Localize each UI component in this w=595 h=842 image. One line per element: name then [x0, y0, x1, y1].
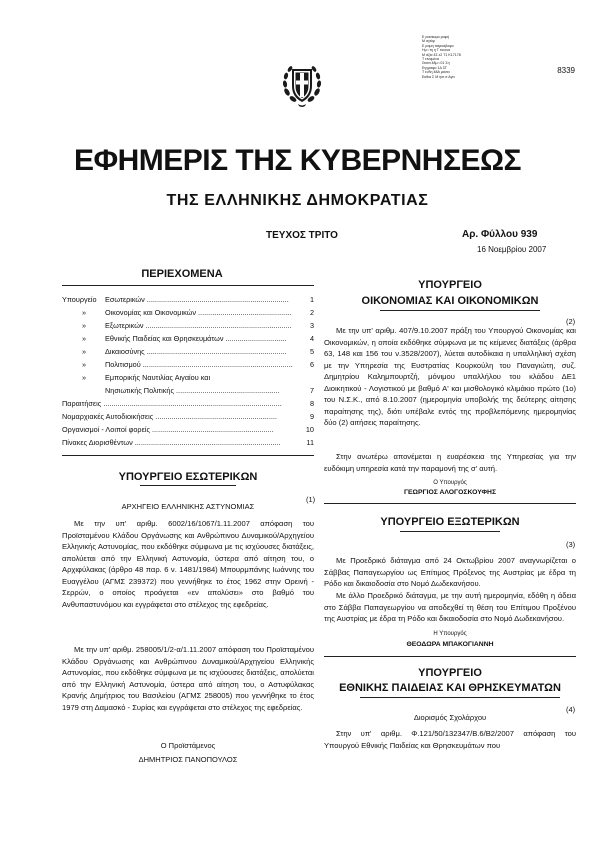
- toc-title: Δικαιοσύνης .....................................................................: [105, 347, 287, 356]
- toc-prefix: »: [82, 347, 87, 356]
- heading-underline: [380, 310, 540, 311]
- stamp-line: Μ άζια 4Σ ε2 Τ1 Κ17178: [422, 52, 461, 57]
- section-heading-education: ΥΠΟΥΡΓΕΙΟ: [418, 667, 482, 679]
- toc-title: Εθνικής Παιδείας και Θρησκευμάτων ..............................: [105, 334, 287, 343]
- section-paragraph: Με την υπ' αριθμ. 258005/1/2-α/1.11.2007 απόφαση του Προϊσταμένου Κλάδου Οργάνωσης και Ανθρώπινου Δυναμικού/Αρχηγείου Ελληνικής Αστυνομίας, που εκδόθηκε σύμφωνα με τις ισχύουσες διατάξεις, απολύεται από την Ελληνική Αστυνομία, ύστερα από αίτηση του, ο Αστυφύλακας Κρανής Δημήτριος του Βασιλείου (ΑΓΜΣ 258005) που γεννήθηκε το έτος 1979 στη Δαμασκό - Συρίας και εγγράφεται στο στέλεχος της εφεδρείας.: [62, 645, 314, 712]
- toc-page: 2: [309, 308, 314, 317]
- toc-prefix: Υπουργείο: [62, 295, 97, 304]
- toc-prefix: »: [82, 321, 87, 330]
- signer-title: Η Υπουργός: [433, 631, 467, 637]
- stamp-line: Στασι 48μ ι 01 Ση: [422, 61, 450, 66]
- signer-name: ΘΕΟΔΩΡΑ ΜΠΑΚΟΓΙΑΝΝΗ: [406, 641, 494, 648]
- toc-title: Παραιτήσεις ........................................................................................: [62, 399, 282, 408]
- toc-row[interactable]: [62, 358, 314, 371]
- gazette-subtitle: ΤΗΣ ΕΛΛΗΝΙΚΗΣ ΔΗΜΟΚΡΑΤΙΑΣ: [166, 192, 429, 209]
- section-number: (2): [566, 317, 576, 326]
- contents-heading: ΠΕΡΙΕΧΟΜΕΝΑ: [141, 268, 223, 280]
- section-rule: [324, 503, 576, 504]
- page-number: 8339: [557, 66, 575, 75]
- toc-row[interactable]: [62, 423, 314, 436]
- toc-page: 9: [309, 412, 314, 421]
- section-heading-education-2: ΕΘΝΙΚΗΣ ΠΑΙΔΕΙΑΣ ΚΑΙ ΘΡΗΣΚΕΥΜΑΤΩΝ: [339, 682, 561, 694]
- toc-page: 8: [309, 399, 314, 408]
- stamp-line: Ημ ι τη η Τ τοιουα: [422, 48, 451, 53]
- toc-page: 11: [306, 438, 314, 447]
- toc-row[interactable]: [62, 410, 314, 423]
- toc-title: Οικονομίας και Οικονομικών ..............................................: [105, 308, 292, 317]
- stamp-line: Εκθια Σ Μ ησι σ Αγιν: [422, 74, 455, 79]
- toc-row[interactable]: [62, 306, 314, 319]
- toc-prefix: »: [82, 334, 87, 343]
- publisher-stamp: [422, 35, 508, 79]
- section-subheading: ΑΡΧΗΓΕΙΟ ΕΛΛΗΝΙΚΗΣ ΑΣΤΥΝΟΜΙΑΣ: [121, 502, 255, 511]
- toc-title: Πολιτισμού ..........................................................................: [105, 360, 293, 369]
- toc-row[interactable]: [62, 332, 314, 345]
- gazette-title: ΕΦΗΜΕΡΙΣ ΤΗΣ ΚΥΒΕΡΝΗΣΕΩΣ: [73, 144, 522, 177]
- toc-row[interactable]: [62, 345, 314, 358]
- toc-page: 6: [309, 360, 314, 369]
- signer-name: ΔΗΜΗΤΡΙΟΣ ΠΑΝΟΠΟΥΛΟΣ: [138, 755, 238, 764]
- toc-title: Πίνακες Διορισθέντων ........................................................................: [62, 438, 281, 447]
- toc-page: 7: [309, 386, 314, 395]
- toc-row[interactable]: [62, 436, 314, 449]
- toc-title: Εξωτερικών ........................................................................: [105, 321, 292, 330]
- heading-underline: [360, 697, 560, 698]
- stamp-line: Μ αγιάμ: [422, 39, 435, 44]
- toc-title: Εσωτερικών ......................................................................: [105, 295, 289, 304]
- toc-row[interactable]: [62, 371, 314, 384]
- signer-title: Ο Υπουργός: [433, 480, 467, 486]
- toc-page: 4: [309, 334, 314, 343]
- toc-row[interactable]: [62, 319, 314, 332]
- section-paragraph: Με Προεδρικό διάταγμα από 24 Οκτωβρίου 2007 αναγνωρίζεται ο Σάββας Παπαγεωργίου ως Επίτιμος Πρόξενος της Αυστρίας με έδρα τη Ρόδο και δικαιοδοσία στο Νομό Δωδεκανήσου.: [324, 556, 576, 588]
- toc-row[interactable]: [62, 293, 314, 306]
- section-paragraph: Με την υπ' αριθμ. 407/9.10.2007 πράξη του Υπουργού Οικονομίας και Οικονομικών, η οποία εκδόθηκε σύμφωνα με τις κείμενες διατάξεις (άρθρα 63, 148 και 156 του ν.3528/2007), λύεται αυτοδίκαια η υπαλληλική σχέση με την Υπηρεσία της Ευστρατίας Κουρκούλη του Παναγιώτη, συζ. Δημητρίου Καλημπουρτζή, μόνιμου υπαλλήλου του κλάδου ΔΕ1 Διοικητικού - Λογιστικού με βαθμό Α' και μισθολογικό κλιμάκιο πρώτο (1ο) του Ν.Σ.Κ., από 8.10.2007 (ημερομηνία υποβολής της δεύτερης αίτησης παραίτησης της), διότι υπέβαλε εντός της προβλεπόμενης ημερομηνίας δύο (2) αιτήσεις παραίτησης.: [324, 326, 576, 427]
- signer-title: Ο Προϊστάμενος: [160, 741, 216, 750]
- section-subheading: Διορισμός Σχολάρχου: [413, 713, 487, 722]
- stamp-line: Εγγραφο 1Δ 3Τ: [422, 65, 447, 70]
- section-paragraph: Στην υπ' αριθμ. Φ.121/50/132347/Β.6/Β2/2007 απόφαση του Υπουργού Εθνικής Παιδείας και Θρησκευμάτων που: [324, 729, 576, 750]
- toc-row[interactable]: [62, 397, 314, 410]
- section-number: (3): [566, 540, 576, 549]
- section-number: (1): [306, 495, 316, 504]
- section-paragraph: Στην ανωτέρω απονέμεται η ευαρέσκεια της Υπηρεσίας για την ευδόκιμη υπηρεσία κατά την παραμονή της σ' αυτή.: [324, 452, 576, 473]
- issue-type: ΤΕΥΧΟΣ ΤΡΙΤΟ: [266, 230, 338, 241]
- toc-prefix: »: [82, 373, 87, 382]
- section-paragraph: Με την υπ' αριθμ. 6002/16/1067/1.11.2007 απόφαση του Προϊσταμένου Κλάδου Οργάνωσης και Ανθρώπινου Δυναμικού/Αρχηγείου Ελληνικής Αστυνομίας, που εκδόθηκε σύμφωνα με τις ισχύουσες διατάξεις, απολύεται από την Ελληνική Αστυνομία, ύστερα από αίτηση του, ο Αρχιφύλακας (άρθρο 48 παρ. 6 ν. 1481/1984) Μπουρμπάνης Ιωάννης του Ευαγγέλου (ΑΓΜΣ 239372) που γεννήθηκε το έτος 1962 στην Ορεινή - Σερρών, ο οποίος προάγεται «εν απολύσει» στο βαθμό του Ανθυπαστυνόμου και εγγράφεται στο στέλεχος της εφεδρείας.: [62, 519, 314, 609]
- toc-title: Νησιωτικής Πολιτικής ...................................................: [105, 386, 280, 395]
- heading-underline: [400, 531, 500, 532]
- section-rule: [62, 455, 314, 456]
- toc-title: Οργανισμοί - Λοιποί φορείς ............................................................: [62, 425, 274, 434]
- section-rule: [324, 656, 576, 657]
- toc-title: Εμπορικής Ναυτιλίας Αιγαίου και: [105, 373, 211, 382]
- stamp-line: Ε ραμη παροαβοφο: [422, 43, 454, 48]
- section-number: (4): [566, 705, 576, 714]
- stamp-line: Τ ειναμένα: [422, 57, 439, 62]
- toc-title: Νομαρχιακές Αυτοδιοικήσεις ............................................................: [62, 412, 277, 421]
- toc-row[interactable]: [62, 384, 314, 397]
- section-heading-finance: ΥΠΟΥΡΓΕΙΟ: [418, 279, 482, 291]
- table-of-contents: [62, 293, 314, 449]
- toc-prefix: »: [82, 308, 87, 317]
- toc-prefix: »: [82, 360, 87, 369]
- section-heading-finance-2: ΟΙΚΟΝΟΜΙΑΣ ΚΑΙ ΟΙΚΟΝΟΜΙΚΩΝ: [361, 295, 539, 307]
- section-paragraph: Με άλλο Προεδρικό διάταγμα, με την αυτή ημερομηνία, εδόθη η άδεια στο Σάββα Παπαγεωργίου να αποδεχθεί τη θέση του Επίτιμου Προξένου της Αυστρίας με έδρα τη Ρόδο και δικαιοδοσία στο Νομό Δωδεκανήσου.: [324, 591, 576, 623]
- section-heading-foreign: ΥΠΟΥΡΓΕΙΟ ΕΞΩΤΕΡΙΚΩΝ: [380, 516, 520, 528]
- toc-page: 5: [309, 347, 314, 356]
- sheet-number: Αρ. Φύλλου 939: [462, 229, 538, 240]
- issue-date: 16 Νοεμβρίου 2007: [477, 245, 547, 254]
- contents-rule: [62, 285, 314, 286]
- stamp-line: Ε ρασκαμο ροφή: [422, 35, 450, 39]
- signer-name: ΓΕΩΡΓΙΟΣ ΑΛΟΓΟΣΚΟΥΦΗΣ: [403, 489, 497, 496]
- toc-page: 10: [305, 425, 314, 434]
- greek-coat-of-arms-icon: [281, 62, 323, 108]
- stamp-line: Τ ενδη 48Α μανια: [422, 70, 450, 75]
- section-heading-interior: ΥΠΟΥΡΓΕΙΟ ΕΣΩΤΕΡΙΚΩΝ: [118, 471, 258, 483]
- heading-underline: [140, 485, 236, 486]
- toc-page: 1: [309, 295, 314, 304]
- toc-page: 3: [309, 321, 314, 330]
